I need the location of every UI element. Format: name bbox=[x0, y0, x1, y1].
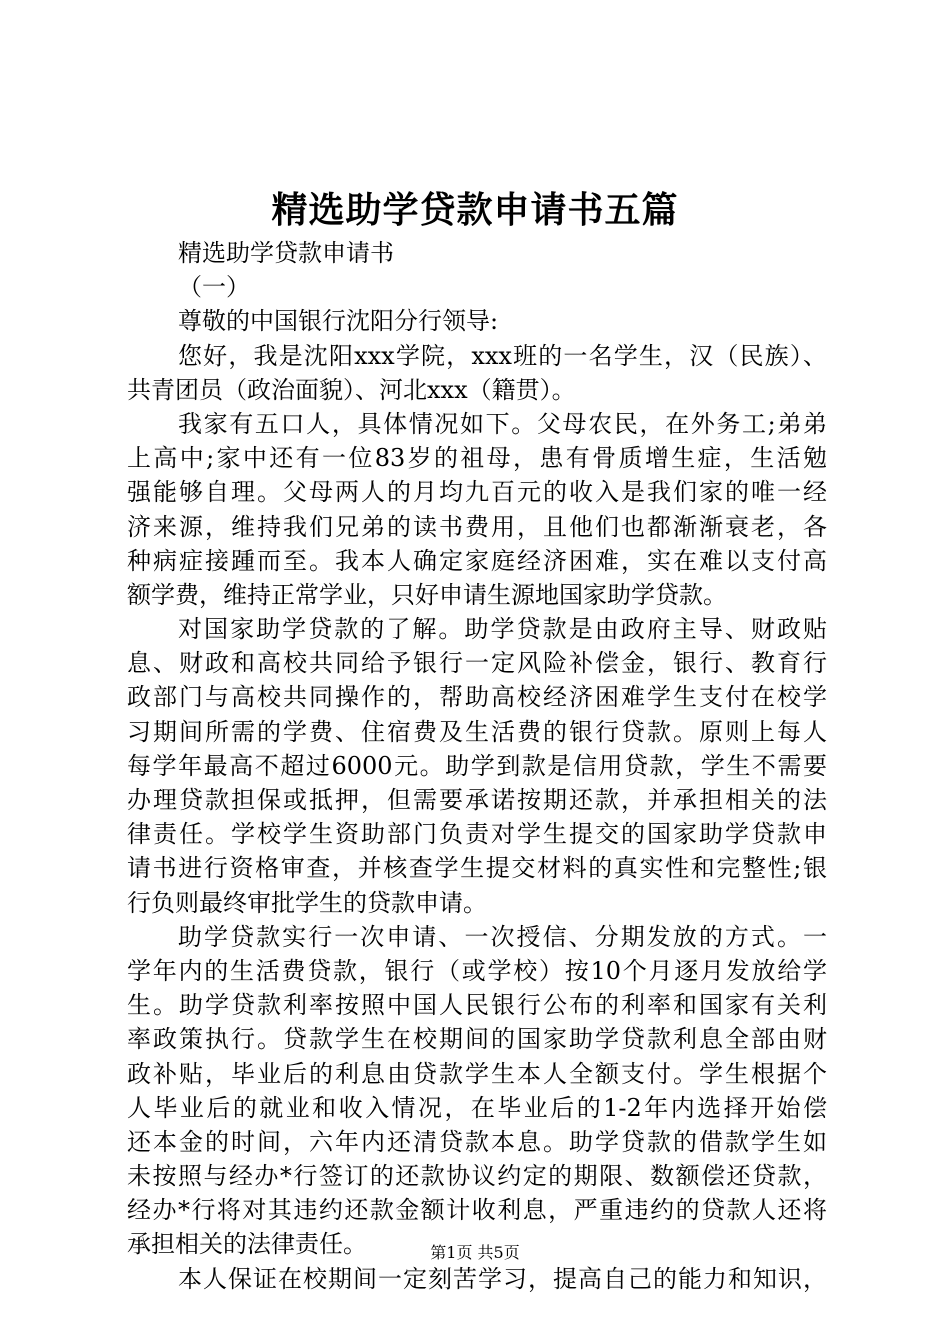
text-line: 精选助学贷款申请书 bbox=[178, 239, 394, 267]
text-line: 我家有五口人，具体情况如下。父母农民，在外务工;弟弟 bbox=[178, 409, 827, 438]
text-line: 政部门与高校共同操作的，帮助高校经济困难学生支付在校学 bbox=[127, 683, 827, 712]
text-line: 共青团员（政治面貌）、河北xxx（籍贯）。 bbox=[127, 375, 576, 404]
text-line: 每学年最高不超过6000元。助学到款是信用贷款，学生不需要 bbox=[127, 751, 827, 780]
text-line: 行负则最终审批学生的贷款申请。 bbox=[127, 888, 487, 917]
text-line: 息、财政和高校共同给予银行一定风险补偿金，银行、教育行 bbox=[127, 649, 827, 678]
text-line: 额学费，维持正常学业，只好申请生源地国家助学贷款。 bbox=[127, 580, 727, 609]
document-title: 精选助学贷款申请书五篇 bbox=[271, 189, 679, 231]
text-line: 上高中;家中还有一位83岁的祖母，患有骨质增生症，生活勉 bbox=[127, 444, 827, 473]
text-line: 种病症接踵而至。我本人确定家庭经济困难，实在难以支付高 bbox=[127, 546, 827, 575]
text-line: （一） bbox=[178, 273, 250, 302]
page-footer: 第1页 共5页 bbox=[430, 1243, 520, 1262]
text-line: 经办*行将对其违约还款金额计收利息，严重违约的贷款人还将 bbox=[127, 1196, 827, 1225]
text-line: 请书进行资格审查，并核查学生提交材料的真实性和完整性;银 bbox=[127, 854, 827, 883]
text-line: 未按照与经办*行签订的还款协议约定的期限、数额偿还贷款， bbox=[127, 1162, 827, 1191]
text-line: 强能够自理。父母两人的月均九百元的收入是我们家的唯一经 bbox=[127, 478, 827, 507]
text-line: 律责任。学校学生资助部门负责对学生提交的国家助学贷款申 bbox=[127, 820, 827, 849]
text-line: 还本金的时间，六年内还清贷款本息。助学贷款的借款学生如 bbox=[127, 1127, 827, 1156]
text-line: 承担相关的法律责任。 bbox=[127, 1230, 367, 1259]
text-line: 人毕业后的就业和收入情况，在毕业后的1-2年内选择开始偿 bbox=[127, 1093, 827, 1122]
text-line: 济来源，维持我们兄弟的读书费用，且他们也都渐渐衰老，各 bbox=[127, 512, 827, 541]
text-line: 学年内的生活费贷款，银行（或学校）按10个月逐月发放给学 bbox=[127, 956, 827, 985]
text-line: 尊敬的中国银行沈阳分行领导: bbox=[178, 307, 499, 336]
text-line: 助学贷款实行一次申请、一次授信、分期发放的方式。一 bbox=[178, 922, 827, 951]
text-line: 您好，我是沈阳xxx学院，xxx班的一名学生，汉（民族）、 bbox=[178, 341, 827, 370]
text-line: 生。助学贷款利率按照中国人民银行公布的利率和国家有关利 bbox=[127, 991, 827, 1020]
text-line: 本人保证在校期间一定刻苦学习，提高自己的能力和知识， bbox=[178, 1264, 827, 1293]
text-line: 政补贴，毕业后的利息由贷款学生本人全额支付。学生根据个 bbox=[127, 1059, 827, 1088]
text-line: 办理贷款担保或抵押，但需要承诺按期还款，并承担相关的法 bbox=[127, 786, 827, 814]
text-line: 率政策执行。贷款学生在校期间的国家助学贷款利息全部由财 bbox=[127, 1025, 827, 1054]
text-line: 习期间所需的学费、住宿费及生活费的银行贷款。原则上每人 bbox=[127, 717, 827, 746]
document-body bbox=[127, 236, 827, 1296]
text-line: 对国家助学贷款的了解。助学贷款是由政府主导、财政贴 bbox=[178, 615, 827, 644]
